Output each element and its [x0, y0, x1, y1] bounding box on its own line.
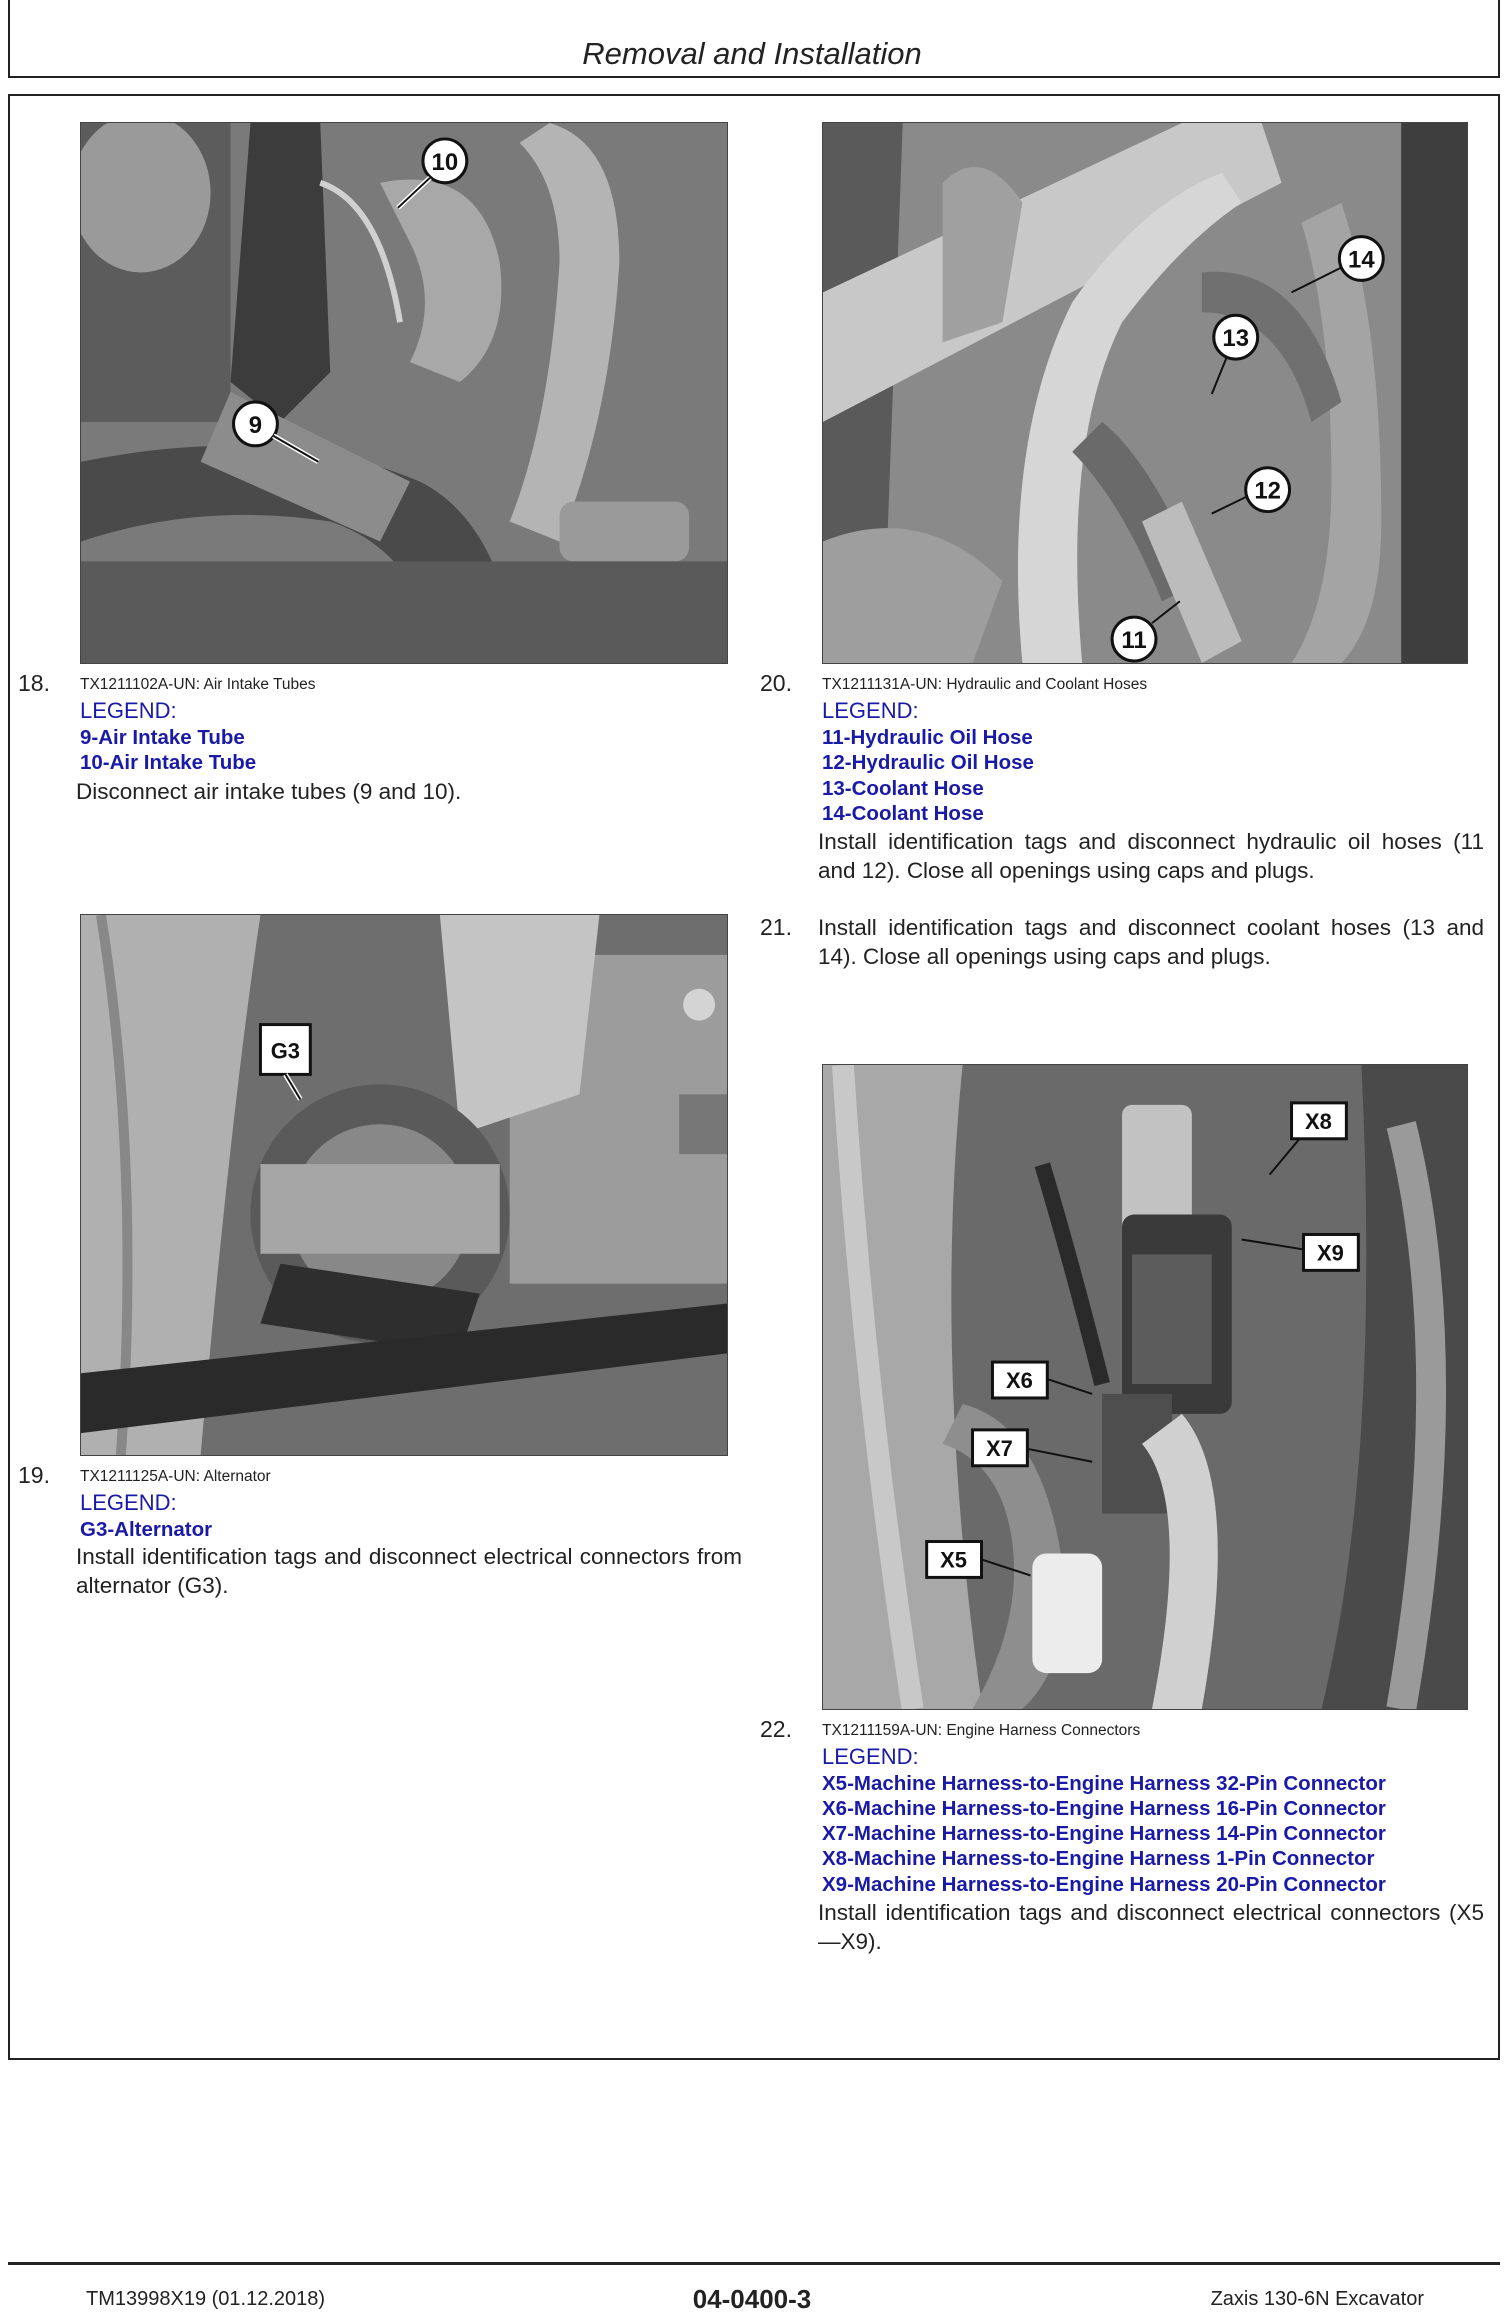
callout-x9: X9 — [1317, 1240, 1344, 1266]
step-number-19: 19. — [18, 1462, 50, 1488]
callout-12: 12 — [1254, 477, 1281, 505]
photo-air-intake-tubes — [80, 122, 728, 664]
legend-heading: LEGEND: — [80, 1490, 177, 1515]
step-instruction: Install identification tags and disconnect electrical connectors from alternator (G3). — [76, 1544, 742, 1598]
photo-alternator — [80, 914, 728, 1456]
callout-10: 10 — [431, 148, 459, 176]
legend-heading: LEGEND: — [822, 1744, 919, 1769]
legend-item: 12-Hydraulic Oil Hose — [822, 751, 1034, 774]
legend-item: 13-Coolant Hose — [822, 777, 984, 800]
legend-item: 9-Air Intake Tube — [80, 726, 245, 749]
step-instruction: Disconnect air intake tubes (9 and 10). — [76, 779, 462, 804]
legend-item: G3-Alternator — [80, 1518, 213, 1541]
step-number-22: 22. — [760, 1716, 792, 1742]
legend-item: X5-Machine Harness-to-Engine Harness 32-Pin Connector — [822, 1772, 1386, 1795]
callout-9: 9 — [248, 411, 263, 439]
footer-rule — [8, 2262, 1500, 2265]
callout-g3: G3 — [270, 1038, 300, 1064]
harness-illustration — [823, 1065, 1467, 1709]
step-number-21: 21. — [760, 914, 792, 940]
footer-machine-model: Zaxis 130-6N Excavator — [1210, 2288, 1424, 2310]
callout-x6: X6 — [1005, 1367, 1033, 1393]
legend-item: X8-Machine Harness-to-Engine Harness 1-Pin Connector — [822, 1847, 1375, 1870]
legend-item: X9-Machine Harness-to-Engine Harness 20-Pin Connector — [822, 1873, 1386, 1896]
legend-heading: LEGEND: — [822, 698, 919, 723]
legend-item: X6-Machine Harness-to-Engine Harness 16-Pin Connector — [822, 1797, 1386, 1820]
callout-13: 13 — [1222, 325, 1250, 353]
figure-caption: TX1211159A-UN: Engine Harness Connectors — [822, 1722, 1141, 1739]
legend-item: 10-Air Intake Tube — [80, 751, 257, 774]
callout-11: 11 — [1121, 627, 1147, 655]
footer-document-id: TM13998X19 (01.12.2018) — [86, 2288, 326, 2310]
footer-page-number: 04-0400-3 — [692, 2284, 812, 2314]
step-instruction: Install identification tags and disconnect coolant hoses (13 and 14). Close all openings using caps and plugs. — [818, 915, 1484, 969]
legend-item: X7-Machine Harness-to-Engine Harness 14-Pin Connector — [822, 1822, 1386, 1845]
step-number-18: 18. — [18, 670, 50, 696]
figure-caption: TX1211102A-UN: Air Intake Tubes — [80, 676, 316, 693]
callout-x5: X5 — [940, 1547, 968, 1573]
step-instruction: Install identification tags and disconnect hydraulic oil hoses (11 and 12). Close all openings using caps and plugs. — [818, 829, 1484, 883]
callout-14: 14 — [1348, 246, 1375, 274]
hoses-illustration — [823, 123, 1467, 663]
legend-item: 14-Coolant Hose — [822, 802, 984, 825]
air-intake-illustration — [81, 123, 727, 663]
photo-engine-harness-connectors — [822, 1064, 1468, 1710]
legend-item: 11-Hydraulic Oil Hose — [822, 726, 1033, 749]
photo-hydraulic-coolant-hoses — [822, 122, 1468, 664]
figure-caption: TX1211125A-UN: Alternator — [80, 1468, 271, 1485]
alternator-illustration — [81, 915, 727, 1455]
figure-caption: TX1211131A-UN: Hydraulic and Coolant Hoses — [822, 676, 1148, 693]
step-number-20: 20. — [760, 670, 792, 696]
legend-heading: LEGEND: — [80, 698, 177, 723]
callout-x8: X8 — [1305, 1108, 1332, 1134]
callout-x7: X7 — [986, 1435, 1013, 1461]
page-title: Removal and Installation — [582, 36, 922, 71]
step-instruction: Install identification tags and disconnect electrical connectors (X5—X9). — [818, 1900, 1484, 1954]
